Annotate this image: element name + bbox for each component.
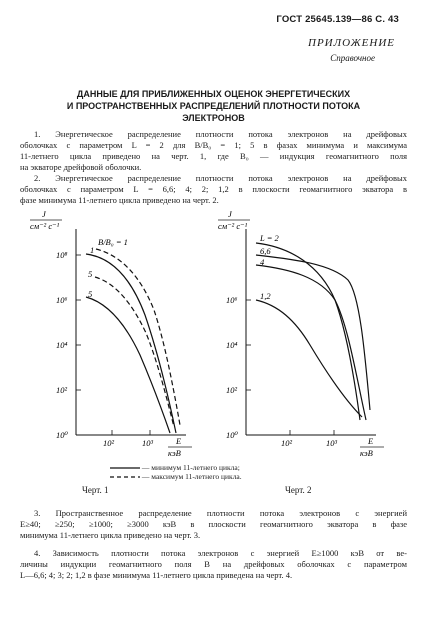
y-tick-label: 10⁶ <box>56 295 68 305</box>
paragraph-2 <box>20 173 407 206</box>
curve-max-B5 <box>95 277 174 427</box>
appendix-note: Справочное <box>330 53 375 63</box>
curve-L1-2 <box>256 300 362 417</box>
x-axis-label-denominator: кэВ <box>168 448 181 458</box>
paragraph-line: E≥40; ≥250; ≥1000; ≥3000 кэВ в плоскости геомагнитного экватора в фазе <box>20 519 407 529</box>
x-tick-label: 10³ <box>142 438 154 448</box>
y-tick-label: 10² <box>56 385 68 395</box>
y-axis-label-denominator: см⁻² с⁻¹ <box>30 221 60 231</box>
x-tick-label: 10³ <box>326 438 338 448</box>
appendix-title: ПРИЛОЖЕНИЕ <box>308 37 395 49</box>
page-header: ГОСТ 25645.139—86 С. 43 <box>276 14 399 25</box>
curve-L2 <box>256 243 360 420</box>
paragraph-line: 4. Зависимость плотности потока электронов с энергией E≥1000 кэВ от ве- <box>34 548 407 558</box>
legend-solid-text: — минимум 11-летнего цикла; <box>141 463 240 472</box>
y-axis-label-numerator: J <box>228 209 232 219</box>
y-tick-label: 10⁰ <box>56 430 68 440</box>
curve-label: 6,6 <box>260 246 271 256</box>
title-line: ЭЛЕКТРОНОВ <box>182 113 245 123</box>
figure-2-caption: Черт. 2 <box>285 485 312 495</box>
curve-label: 5 <box>88 269 93 279</box>
paragraph-line: личины индукции геомагнитного поля B на дрейфовых оболочках с параметром <box>20 559 407 569</box>
paragraph-line: оболочках с параметром L = 2 для B/B₀ = 1; 5 в фазах минимума и максимума <box>20 140 407 150</box>
x-axis-label-numerator: E <box>176 436 182 446</box>
curve-label: L = 2 <box>260 233 279 243</box>
paragraph-4 <box>20 548 407 581</box>
paragraph-line: 1. Энергетическое распределение плотности потока электронов на дрейфовых <box>34 129 407 139</box>
y-axis-label-numerator: J <box>42 209 46 219</box>
y-axis-label-denominator: см⁻² с⁻¹ <box>218 221 248 231</box>
paragraph-line: минимума 11-летнего цикла приведено на черт. 3. <box>20 530 201 540</box>
curve-max-B1 <box>96 249 180 425</box>
solid-line-sample <box>110 465 140 471</box>
x-tick-label: 10² <box>281 438 293 448</box>
curve-min-B1 <box>86 254 176 433</box>
y-tick-label: 10⁰ <box>226 430 238 440</box>
legend-solid <box>110 463 242 472</box>
figure-2 <box>210 205 410 460</box>
x-tick-label: 10² <box>103 438 115 448</box>
figure-1-caption: Черт. 1 <box>82 485 109 495</box>
y-tick-label: 10² <box>226 385 238 395</box>
x-axis-label-denominator: кэВ <box>360 448 373 458</box>
curve-label: B/B₀ = 1 <box>98 237 128 247</box>
curve-L6-6 <box>256 255 370 410</box>
title-line: ДАННЫЕ ДЛЯ ПРИБЛИЖЕННЫХ ОЦЕНОК ЭНЕРГЕТИЧЕСКИХ <box>76 89 351 99</box>
dashed-line-sample <box>110 474 140 480</box>
paragraph-line: L—6,6; 4; 3; 2; 1,2 в фазе минимума 11-летнего цикла приведена на черт. 4. <box>20 570 293 580</box>
paragraph-line: 11-летнего цикла приведено на черт. 1, где B₀ — индукция геомагнитного поля <box>20 151 407 161</box>
curve-L4 <box>256 265 366 420</box>
figure-legend <box>110 463 242 481</box>
y-tick-label: 10⁶ <box>226 295 238 305</box>
curve-label: 1,2 <box>260 291 271 301</box>
curve-label: 1 <box>90 245 95 255</box>
paragraph-line: на экваторе дрейфовой оболочки. <box>20 162 142 172</box>
y-tick-label: 10⁸ <box>56 250 68 260</box>
y-tick-label: 10⁴ <box>56 340 68 350</box>
curve-label: 4 <box>260 257 265 267</box>
title-line: И ПРОСТРАНСТВЕННЫХ РАСПРЕДЕЛЕНИЙ ПЛОТНОСТИ ПОТОКА <box>66 101 361 111</box>
paragraph-line: 3. Пространственное распределение плотности потока электронов с энергией <box>34 508 407 518</box>
paragraph-line: 2. Энергетическое распределение плотности потока электронов на дрейфовых <box>34 173 407 183</box>
paragraph-line: оболочках с параметром L = 6,6; 4; 2; 1,2 в плоскости геомагнитного экватора в <box>20 184 407 194</box>
paragraph-line: фазе минимума 11-летнего цикла приведено на черт. 2. <box>20 195 219 205</box>
paragraph-1 <box>20 129 407 173</box>
paragraph-3 <box>20 508 407 541</box>
figure-1 <box>0 205 215 460</box>
legend-dashed-text: — максимум 11-летнего цикла. <box>141 472 242 481</box>
document-title <box>30 88 397 124</box>
legend-dashed <box>110 472 242 481</box>
y-tick-label: 10⁴ <box>226 340 238 350</box>
curve-label: 5 <box>88 289 93 299</box>
x-axis-label-numerator: E <box>368 436 374 446</box>
